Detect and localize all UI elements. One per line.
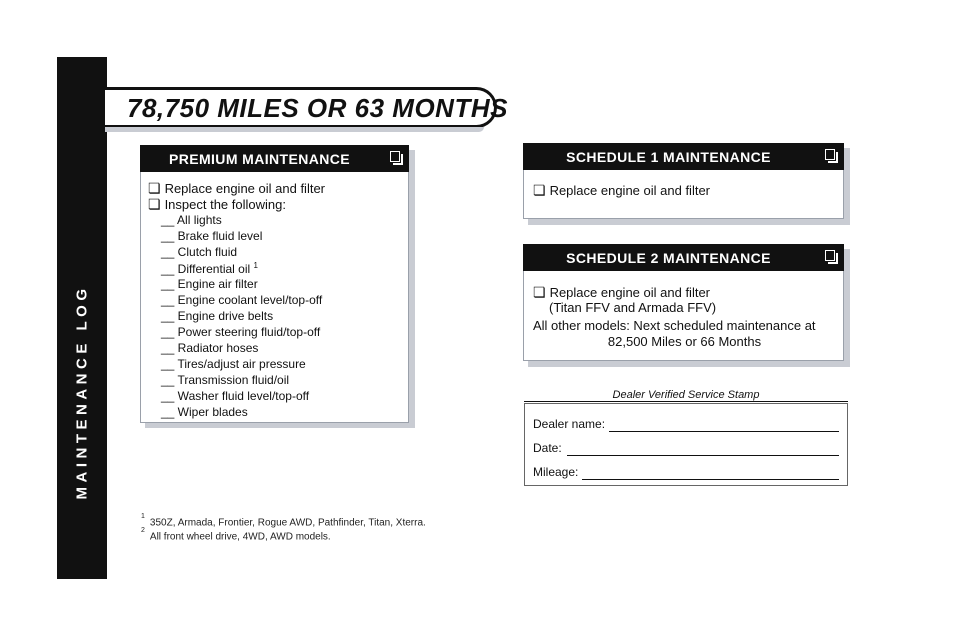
premium-item <box>148 180 325 197</box>
date-label: Date: <box>533 441 562 455</box>
schedule2-other-models: All other models: Next scheduled maintenance at <box>533 318 816 333</box>
premium-header-label: PREMIUM MAINTENANCE <box>168 151 351 167</box>
inspect-item: __ Engine coolant level/top-off <box>161 293 323 307</box>
checkbox-icon[interactable]: ❏ <box>533 284 546 300</box>
sidebar <box>57 57 107 620</box>
inspect-item: __ Transmission fluid/oil <box>161 373 290 387</box>
schedule2-item-label: Replace engine oil and filter <box>549 285 710 300</box>
interval-banner <box>105 87 508 128</box>
schedule2-item <box>533 284 710 301</box>
checklist-icon <box>390 151 400 162</box>
dealer-stamp-box <box>524 403 848 486</box>
stamp-caption: Dealer Verified Service Stamp <box>524 389 848 402</box>
schedule2-next-interval: 82,500 Miles or 66 Months <box>607 334 762 349</box>
inspect-item: __ Radiator hoses <box>161 341 259 355</box>
inspect-item: __ Engine drive belts <box>161 309 274 323</box>
interval-title: 78,750 MILES OR 63 MONTHS <box>127 93 508 123</box>
inspect-item: __ Clutch fluid <box>161 245 238 259</box>
footnote-1-mark: 1 <box>141 513 145 520</box>
checkbox-icon[interactable]: ❏ <box>148 180 161 196</box>
footnote-2-text: All front wheel drive, 4WD, AWD models. <box>149 531 331 543</box>
premium-maintenance-box <box>140 145 409 423</box>
date-field[interactable] <box>567 455 839 456</box>
schedule1-maintenance-box <box>523 143 844 219</box>
schedule1-header-label: SCHEDULE 1 MAINTENANCE <box>566 149 771 165</box>
schedule2-item-note: (Titan FFV and Armada FFV) <box>549 300 717 315</box>
mileage-label: Mileage: <box>533 465 579 479</box>
inspect-item: __ Engine air filter <box>161 277 258 291</box>
sidebar-title: MAINTENANCE LOG <box>73 284 91 500</box>
premium-item-label: Replace engine oil and filter <box>164 181 325 196</box>
checkbox-icon[interactable]: ❏ <box>148 196 161 212</box>
footnote-1 <box>141 513 426 529</box>
inspect-item: __ Tires/adjust air pressure <box>161 357 306 371</box>
inspect-item-label: __ Differential oil <box>161 262 251 276</box>
premium-header <box>140 145 409 172</box>
dealer-name-label: Dealer name: <box>533 417 606 431</box>
dealer-name-field[interactable] <box>609 431 839 432</box>
inspect-item <box>161 261 258 276</box>
page-number: 40 <box>74 605 90 620</box>
footnote-2-mark: 2 <box>141 527 145 534</box>
inspect-item: __ Power steering fluid/top-off <box>161 325 321 339</box>
mileage-field[interactable] <box>582 479 839 480</box>
checklist-icon <box>825 250 835 261</box>
schedule2-header <box>523 244 844 271</box>
inspect-item: __ Washer fluid level/top-off <box>161 389 310 403</box>
schedule1-item-label: Replace engine oil and filter <box>549 183 710 198</box>
premium-item <box>148 196 286 213</box>
premium-item-label: Inspect the following: <box>164 197 286 212</box>
schedule2-header-label: SCHEDULE 2 MAINTENANCE <box>566 250 771 266</box>
footnote-1-text: 350Z, Armada, Frontier, Rogue AWD, Pathfinder, Titan, Xterra. <box>149 517 426 529</box>
checkbox-icon[interactable]: ❏ <box>533 182 546 198</box>
checklist-icon <box>825 149 835 160</box>
footnote-2 <box>141 527 331 543</box>
inspect-item: __ All lights <box>161 213 222 227</box>
footnote-mark: 1 <box>253 261 258 270</box>
inspect-item: __ Brake fluid level <box>161 229 263 243</box>
schedule2-maintenance-box <box>523 244 844 361</box>
inspect-item: __ Wiper blades <box>161 405 248 419</box>
schedule1-item <box>533 182 710 199</box>
schedule1-header <box>523 143 844 170</box>
